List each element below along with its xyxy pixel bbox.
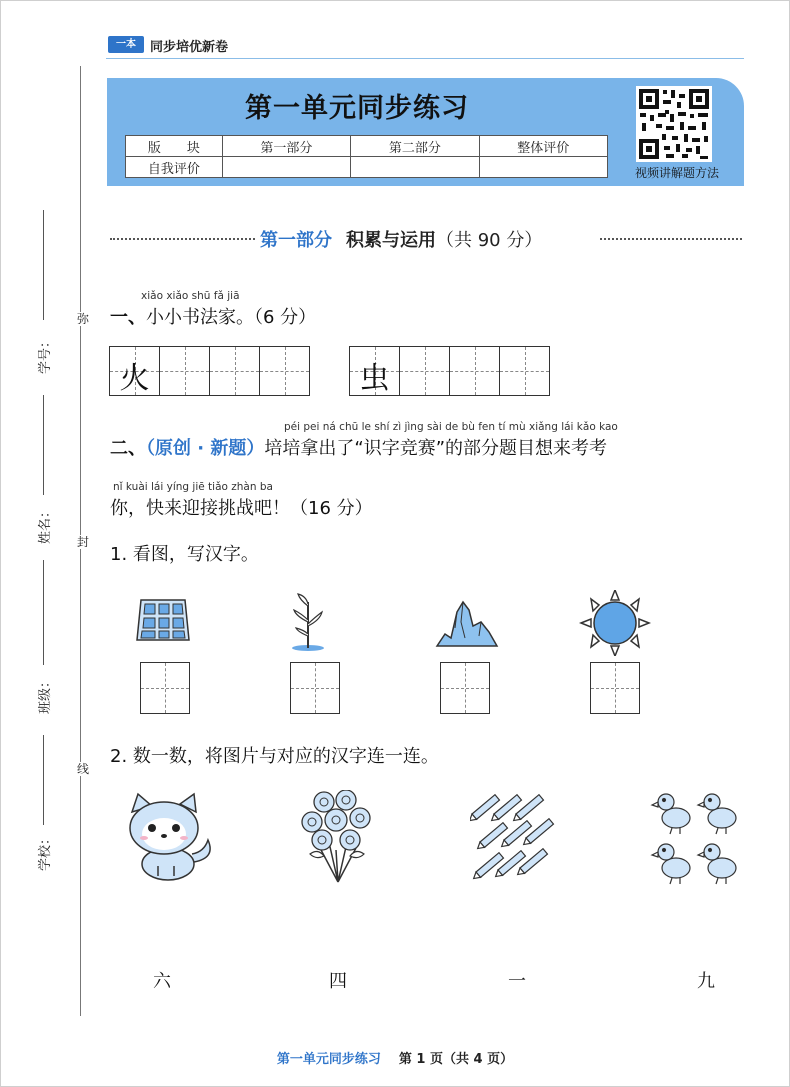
q2-score: （16 分） bbox=[290, 498, 373, 519]
table-cell[interactable] bbox=[222, 157, 350, 178]
model-character: 虫 bbox=[359, 361, 390, 396]
answer-char-nine[interactable]: 九 bbox=[697, 971, 715, 992]
qr-code-icon[interactable] bbox=[636, 86, 712, 162]
table-cell: 版 块 bbox=[126, 136, 223, 157]
header-divider bbox=[106, 58, 744, 59]
dotted-divider-left bbox=[110, 238, 255, 240]
ducklings-icon[interactable] bbox=[650, 784, 742, 892]
q2-number: 二、 bbox=[110, 438, 146, 459]
puppy-icon[interactable] bbox=[124, 792, 216, 886]
table-cell: 自我评价 bbox=[126, 157, 223, 178]
seal-mark: 弥 bbox=[77, 312, 90, 326]
name-line[interactable] bbox=[43, 395, 44, 495]
self-evaluation-table bbox=[125, 135, 608, 178]
seal-mark: 线 bbox=[77, 762, 90, 776]
practice-cell[interactable] bbox=[209, 346, 260, 396]
practice-cell[interactable] bbox=[259, 346, 310, 396]
brand-logo: 一本 bbox=[108, 36, 144, 53]
q2-tag: （原创 · 新题） bbox=[146, 438, 265, 459]
answer-char-six[interactable]: 六 bbox=[153, 971, 171, 992]
q2-pinyin-line1: péi pei ná chū le shí zì jìng sài de bù fen tí mù xiǎng lái kǎo kao bbox=[284, 421, 618, 433]
answer-box-field[interactable] bbox=[140, 662, 190, 714]
seal-mark: 封 bbox=[77, 535, 90, 549]
q1-pinyin: xiǎo xiǎo shū fǎ jiā bbox=[141, 290, 240, 302]
q2-text-line1: 培培拿出了“识字竞赛”的部分题目想来考考 bbox=[264, 438, 608, 459]
qr-caption: 视频讲解题方法 bbox=[634, 166, 719, 180]
table-row bbox=[126, 157, 608, 178]
series-title: 同步培优新卷 bbox=[150, 40, 229, 55]
table-cell: 整体评价 bbox=[479, 136, 607, 157]
class-line[interactable] bbox=[43, 560, 44, 665]
pencils-icon[interactable] bbox=[470, 790, 556, 886]
answer-box-mountain[interactable] bbox=[440, 662, 490, 714]
page-number: 第 1 页（共 4 页） bbox=[398, 1052, 514, 1067]
practice-cell[interactable] bbox=[449, 346, 500, 396]
sun-icon bbox=[577, 590, 653, 660]
model-character: 火 bbox=[119, 361, 150, 396]
practice-cell[interactable] bbox=[159, 346, 210, 396]
practice-cell[interactable] bbox=[399, 346, 450, 396]
table-cell: 第二部分 bbox=[351, 136, 479, 157]
answer-char-four[interactable]: 四 bbox=[329, 971, 347, 992]
part-heading bbox=[260, 226, 542, 252]
school-line[interactable] bbox=[43, 735, 44, 825]
footer-title: 第一单元同步练习 bbox=[276, 1052, 381, 1067]
table-cell[interactable] bbox=[479, 157, 607, 178]
q2-pinyin-line2: nǐ kuài lái yíng jiē tiǎo zhàn ba bbox=[113, 481, 273, 493]
class-label: 班级： bbox=[38, 674, 54, 715]
practice-cell bbox=[349, 346, 400, 396]
q1-text: 小小书法家。 bbox=[146, 307, 254, 328]
school-label: 学校： bbox=[38, 831, 54, 872]
dotted-divider-right bbox=[600, 238, 742, 240]
practice-grid-2 bbox=[349, 346, 550, 396]
q2-text-line2: 你，快来迎接挑战吧！ bbox=[110, 498, 290, 519]
page-footer bbox=[0, 1048, 790, 1067]
answer-char-one[interactable]: 一 bbox=[508, 971, 526, 992]
roses-icon[interactable] bbox=[298, 790, 378, 888]
q1-number: 一、 bbox=[110, 307, 146, 328]
practice-cell bbox=[109, 346, 160, 396]
name-label: 姓名： bbox=[38, 504, 54, 545]
field-icon bbox=[133, 596, 193, 648]
q2-heading bbox=[110, 434, 607, 460]
part-name: 第一部分 bbox=[260, 230, 332, 251]
sub2-label: 2. 数一数，将图片与对应的汉字连一连。 bbox=[110, 746, 439, 767]
mountain-icon bbox=[435, 598, 499, 652]
student-id-line[interactable] bbox=[43, 210, 44, 320]
q1-heading bbox=[110, 303, 316, 329]
practice-cell[interactable] bbox=[499, 346, 550, 396]
answer-box-sun[interactable] bbox=[590, 662, 640, 714]
answer-box-rice[interactable] bbox=[290, 662, 340, 714]
practice-grid-1 bbox=[109, 346, 310, 396]
part-title: 积累与运用 bbox=[346, 230, 436, 251]
q1-score: （6 分） bbox=[254, 307, 317, 328]
rice-plant-icon bbox=[288, 592, 328, 656]
q2-line2 bbox=[110, 494, 373, 520]
table-cell[interactable] bbox=[351, 157, 479, 178]
sub1-label: 1. 看图，写汉字。 bbox=[110, 544, 259, 565]
table-cell: 第一部分 bbox=[222, 136, 350, 157]
student-id-label: 学号： bbox=[38, 334, 54, 375]
unit-title: 第一单元同步练习 bbox=[245, 93, 469, 124]
part-score: （共 90 分） bbox=[436, 230, 543, 251]
table-row bbox=[126, 136, 608, 157]
